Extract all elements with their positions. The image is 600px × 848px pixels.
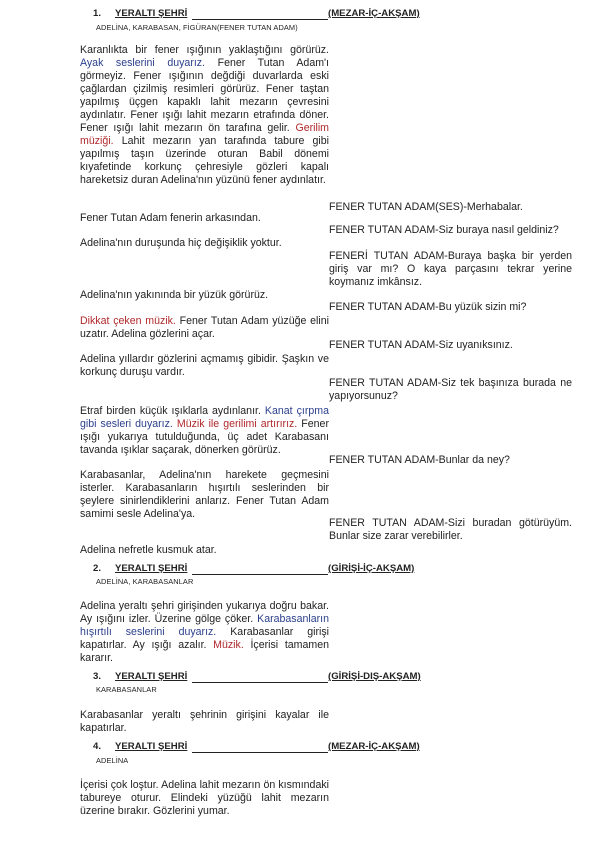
music-cue: Müzik ile gerilimi artırırız. <box>176 418 298 430</box>
scene-number: 3. <box>93 671 102 682</box>
dialogue-line: FENER TUTAN ADAM-Bu yüzük sizin mi? <box>329 301 527 313</box>
sound-effect-cue: Ayak seslerini duyarız. <box>80 57 206 69</box>
action-text: Karabasanlar girişi kapatırlar. Ay ışığı azalır. <box>80 626 329 651</box>
dialogue-line: FENER TUTAN ADAM-Sizi buradan götürüyüm. Bunlar size zarar verebilirler. <box>329 517 572 542</box>
heading-underline <box>192 671 328 683</box>
heading-underline <box>192 8 328 20</box>
scene-time: (MEZAR-İÇ-AKŞAM) <box>328 8 420 19</box>
dialogue-line: FENERİ TUTAN ADAM-Buraya başka bir yerden giriş var mı? O kaya parçasını tekrar yerine koymanız imkânsız. <box>329 250 572 288</box>
scene-time: (GİRİŞİ-İÇ-AKŞAM) <box>328 563 415 574</box>
action-paragraph: Karabasanlar yeraltı şehrinin girişini kayalar ile kapatırlar. <box>80 709 329 734</box>
scene-number: 1. <box>93 8 102 19</box>
dialogue-line: FENER TUTAN ADAM-Bunlar da ney? <box>329 454 510 466</box>
heading-underline <box>192 563 328 575</box>
scene-location: YERALTI ŞEHRİ <box>115 8 188 19</box>
scene-location: YERALTI ŞEHRİ <box>115 563 188 574</box>
action-paragraph <box>80 600 329 665</box>
action-paragraph: Fener Tutan Adam fenerin arkasından. <box>80 212 261 224</box>
action-text: Etraf birden küçük ışıklarla aydınlanır. <box>80 405 261 417</box>
action-paragraph <box>80 405 329 457</box>
action-paragraph: Adelina'nın duruşunda hiç değişiklik yoktur. <box>80 237 282 249</box>
music-cue: Gerilim müziği. <box>80 122 329 147</box>
action-text: İçerisi tamamen kararır. <box>80 639 329 664</box>
sound-effect-cue: Kanat çırpma gibi sesleri duyarız. <box>80 405 329 430</box>
action-text: Adelina yeraltı şehri girişinden yukarıya doğru bakar. Ay ışığını izler. Üzerine gölge çöker. <box>80 600 329 625</box>
dialogue-line: FENER TUTAN ADAM-Siz uyanıksınız. <box>329 339 513 351</box>
scene-number: 2. <box>93 563 102 574</box>
scene-time: (MEZAR-İÇ-AKŞAM) <box>328 741 420 752</box>
scene-characters: KARABASANLAR <box>96 685 157 694</box>
dialogue-line: FENER TUTAN ADAM-Siz tek başınıza burada ne yapıyorsunuz? <box>329 377 572 402</box>
scene-time: (GİRİŞİ-DIŞ-AKŞAM) <box>328 671 421 682</box>
action-text: Fener ışığı yukarıya tutulduğunda, üç adet Karabasanı tavanda ışıklar saçarak, dönerken görürüz. <box>80 418 329 456</box>
action-text: Karanlıkta bir fener ışığının yaklaştığını görürüz. <box>80 44 329 56</box>
action-paragraph: İçerisi çok loştur. Adelina lahit mezarın ön kısmındaki tabureye oturur. Elindeki yüzüğü lahit mezarın üzerine bırakır. Gözlerini yumar. <box>80 779 329 817</box>
action-paragraph: Karabasanlar, Adelina'nın harekete geçmesini isterler. Karabasanların hışırtılı seslerinden bir şeylere sinirlendiklerini anlarız. Fener Tutan Adam samimi sesle Adelina'ya. <box>80 469 329 520</box>
action-paragraph: Adelina nefretle kusmuk atar. <box>80 544 217 556</box>
action-text: Fener Tutan Adam yüzüğe elini uzatır. Adelina gözlerini açar. <box>80 315 329 340</box>
action-text: Lahit mezarın yan tarafında tabure gibi yapılmış taşın üzerinde oturan Babil dönemi kıyafetinde korkunç çehresiyle gözleri kapalı hareketsiz duran Adelina'nın yüzünü fener aydınlatır. <box>80 135 329 186</box>
scene-characters: ADELİNA, KARABASAN, FİGÜRAN(FENER TUTAN ADAM) <box>96 23 298 32</box>
dialogue-line: FENER TUTAN ADAM(SES)-Merhabalar. <box>329 201 523 213</box>
dialogue-line: FENER TUTAN ADAM-Siz buraya nasıl geldiniz? <box>329 224 559 236</box>
scene-location: YERALTI ŞEHRİ <box>115 741 188 752</box>
action-paragraph: Adelina'nın yakınında bir yüzük görürüz. <box>80 289 269 301</box>
action-text: Fener Tutan Adam'ı görmeyiz. Fener ışığının değdiği duvarlarda eski çağlardan çizilmiş resimleri görürüz. Fener taştan yapılmış üçgen kapaklı lahit mezarın çevresini aydınlatır. Fener ışığı lahit mezarın etrafında döner. Fener ışığı lahit mezarın ön tarafına gelir. <box>80 57 329 134</box>
action-paragraph <box>80 315 329 341</box>
action-paragraph: Adelina yıllardır gözlerini açmamış gibidir. Şaşkın ve korkunç duruşu vardır. <box>80 353 329 378</box>
scene-location: YERALTI ŞEHRİ <box>115 671 188 682</box>
scene-number: 4. <box>93 741 102 752</box>
sound-effect-cue: Karabasanların hışırtılı seslerini duyarız. <box>80 613 329 638</box>
scene-characters: ADELİNA <box>96 756 129 765</box>
heading-underline <box>192 741 328 753</box>
scene-characters: ADELİNA, KARABASANLAR <box>96 577 194 586</box>
action-paragraph <box>80 44 329 187</box>
music-cue: Müzik. <box>213 639 244 651</box>
music-cue: Dikkat çeken müzik. <box>80 315 176 327</box>
